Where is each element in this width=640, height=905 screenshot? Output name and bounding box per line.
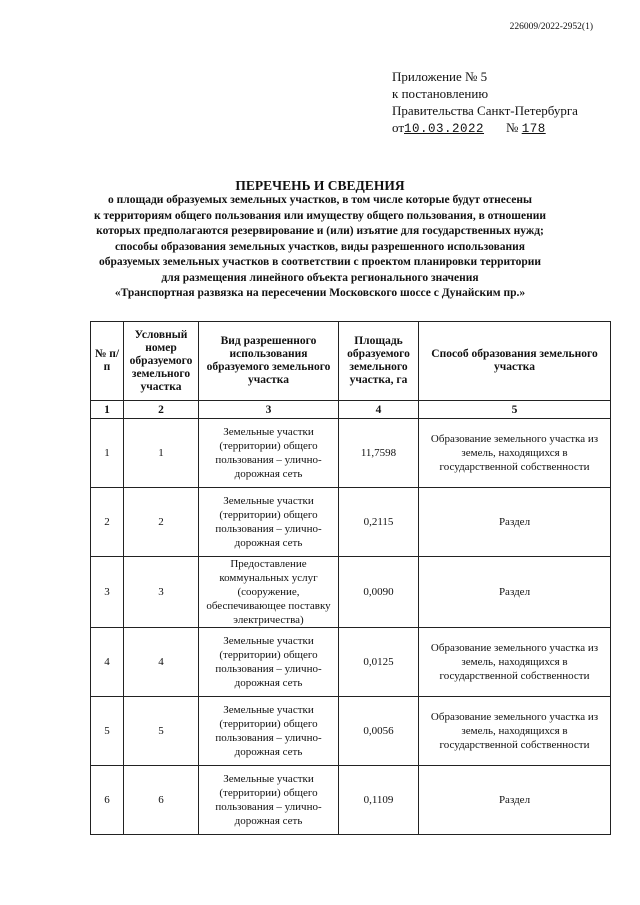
cell-formation-method: Раздел [419,557,611,628]
cell-number: 5 [91,697,124,766]
cell-plot-id: 2 [124,488,199,557]
cell-area: 0,0125 [339,628,419,697]
header-plot-id: Условный номер образуемого земельного участка [124,322,199,401]
cell-number: 3 [91,557,124,628]
cell-permitted-use: Земельные участки (территории) общего пользования – улично-дорожная сеть [199,628,339,697]
cell-formation-method: Образование земельного участка из земель, находящихся в государственной собственности [419,419,611,488]
column-number: 4 [339,401,419,419]
cell-area: 0,2115 [339,488,419,557]
cell-plot-id: 6 [124,766,199,835]
cell-formation-method: Образование земельного участка из земель, находящихся в государственной собственности [419,697,611,766]
subtitle-line: для размещения линейного объекта регионального значения [161,271,479,284]
cell-number: 1 [91,419,124,488]
number-prefix: № [506,120,519,135]
decree-number: 178 [521,122,546,136]
cell-permitted-use: Земельные участки (территории) общего пользования – улично-дорожная сеть [199,488,339,557]
appendix-line-3: Правительства Санкт-Петербурга [392,103,578,118]
document-subtitle [80,193,560,302]
cell-plot-id: 3 [124,557,199,628]
subtitle-line: к территориям общего пользования или имуществу общего пользования, в отношении [94,209,546,222]
land-plots-table [90,321,611,835]
cell-formation-method: Раздел [419,488,611,557]
table-row [91,628,611,697]
decree-date: 10.03.2022 [404,122,485,136]
header-number: № п/п [91,322,124,401]
column-number: 2 [124,401,199,419]
document-number: 226009/2022-2952(1) [509,22,593,32]
column-number: 3 [199,401,339,419]
column-number: 5 [419,401,611,419]
table-header-row [91,322,611,401]
header-area: Площадь образуемого земельного участка, га [339,322,419,401]
cell-number: 2 [91,488,124,557]
cell-plot-id: 5 [124,697,199,766]
table-row [91,766,611,835]
table-row [91,557,611,628]
appendix-line-2: к постановлению [392,86,489,101]
appendix-title: Приложение № 5 [392,69,488,84]
cell-plot-id: 4 [124,628,199,697]
cell-permitted-use: Предоставление коммунальных услуг (сооружение, обеспечивающее поставку электричества) [199,557,339,628]
cell-permitted-use: Земельные участки (территории) общего пользования – улично-дорожная сеть [199,697,339,766]
table-row [91,419,611,488]
date-prefix: от [392,120,405,135]
table-row [91,488,611,557]
subtitle-line: образуемых земельных участков в соответствии с проектом планировки территории [98,256,542,268]
cell-permitted-use: Земельные участки (территории) общего пользования – улично-дорожная сеть [199,766,339,835]
subtitle-line: «Транспортная развязка на пересечении Московского шоссе с Дунайским пр.» [114,287,526,299]
table-row [91,697,611,766]
cell-plot-id: 1 [124,419,199,488]
subtitle-line: о площади образуемых земельных участков, в том числе которые будут отнесены [108,194,532,206]
header-formation-method: Способ образования земельного участка [419,322,611,401]
cell-area: 0,1109 [339,766,419,835]
subtitle-line: способы образования земельных участков, виды разрешенного использования [114,240,526,253]
cell-area: 0,0056 [339,697,419,766]
appendix-block [392,68,578,138]
column-number: 1 [91,401,124,419]
subtitle-line: которых предполагаются резервирование и (или) изъятие для государственных нужд; [96,225,544,237]
header-permitted-use: Вид разрешенного использования образуемого земельного участка [199,322,339,401]
cell-number: 6 [91,766,124,835]
cell-number: 4 [91,628,124,697]
cell-area: 11,7598 [339,419,419,488]
cell-permitted-use: Земельные участки (территории) общего пользования – улично-дорожная сеть [199,419,339,488]
cell-formation-method: Образование земельного участка из земель, находящихся в государственной собственности [419,628,611,697]
cell-area: 0,0090 [339,557,419,628]
cell-formation-method: Раздел [419,766,611,835]
appendix-date-line [392,119,578,138]
document-heading: ПЕРЕЧЕНЬ И СВЕДЕНИЯ [235,178,405,193]
column-number-row [91,401,611,419]
